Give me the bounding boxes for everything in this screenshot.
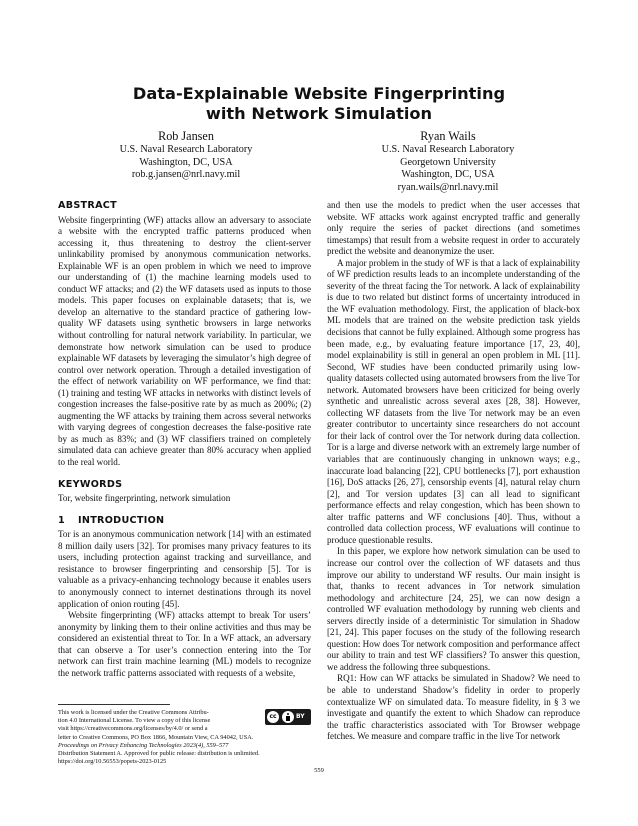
footnote-line: letter to Creative Commons, PO Box 1866, Mountain View, CA 94042, USA.	[58, 733, 254, 741]
section-number: 1	[58, 514, 65, 526]
author-affiliation: U.S. Naval Research Laboratory	[381, 144, 515, 155]
cc-icon: cc	[267, 711, 279, 723]
keywords-text: Tor, website fingerprinting, network simulation	[58, 493, 231, 504]
body-paragraph-1: and then use the models to predict when the user accesses that website. WF attacks work against encrypted traffic and generally only require the series of packet directions (and sometimes timestamps) that result from a website request in order to accurately predict the website and deanonymize the user.	[327, 200, 580, 257]
footnote-line: visit https://creativecommons.org/licenses/by/4.0/ or send a	[58, 725, 208, 733]
author-email: ryan.wails@nrl.navy.mil	[397, 181, 499, 193]
body-paragraph-4: RQ1: How can WF attacks be simulated in Shadow? We need to be able to understand Shadow’s fidelity in order to properly contextualize WF on simulated data. To measure fidelity, in § 3 we investigate and quantify the extent to which Shadow can reproduce the traffic characteristics associated with Tor Browser webpage fetches. We measure and compare traffic in the live Tor network	[327, 673, 580, 742]
author-affiliation: U.S. Naval Research Laboratory	[119, 144, 253, 155]
footnote-rule	[58, 704, 170, 705]
left-column	[58, 200, 311, 679]
distribution-statement: Distribution Statement A. Approved for public release: distribution is unlimited.	[58, 750, 260, 758]
by-label: BY	[296, 713, 305, 720]
attribution-person-icon	[282, 711, 294, 723]
title-line-2: with Network Simulation	[205, 104, 433, 123]
author-name: Rob Jansen	[158, 129, 214, 143]
author-affiliation-2: Georgetown University	[400, 156, 496, 168]
doi-link[interactable]: https://doi.org/10.56553/popets-2023-0125	[58, 758, 167, 766]
intro-paragraph-2: Website fingerprinting (WF) attacks attempt to break Tor users’ anonymity by linking them to their online activities and thus may be considered an existential threat to Tor. In a WF attack, an adversary that can observe a Tor user’s connection entering into the Tor network can first train machine learning (ML) models to recognize the network traffic patterns associated with requests of a website,	[58, 610, 311, 678]
author-email: rob.g.jansen@nrl.navy.mil	[131, 169, 241, 181]
section-title: INTRODUCTION	[78, 514, 165, 526]
cc-by-license-icon[interactable]	[265, 709, 311, 725]
proceedings-line: Proceedings on Privacy Enhancing Technologies 2023(4), 559–577	[58, 741, 229, 749]
right-column	[327, 200, 580, 743]
section-heading	[58, 515, 311, 527]
footnote-line: This work is licensed under the Creative Commons Attribu-	[58, 709, 209, 716]
author-name: Ryan Wails	[420, 129, 476, 143]
footnote-line: tion 4.0 International License. To view a copy of this license	[58, 717, 211, 725]
keywords-heading: KEYWORDS	[58, 478, 123, 490]
author-location: Washington, DC, USA	[139, 156, 233, 168]
body-paragraph-3: In this paper, we explore how network simulation can be used to increase our control over the collection of WF datasets and thus improve our ability to understand WF results. Our main insight is that, thanks to recent advances in Tor network simulation methodology and architecture [24, 25], we can now design a controlled WF evaluation methodology by running web clients and servers directly inside of a deterministic Tor simulation in Shadow [21, 24]. This paper focuses on the study of the following research question: How does Tor network composition and performance affect our ability to train and test WF classifiers? To answer this question, we address the following three subquestions.	[327, 546, 580, 672]
title-line-1: Data-Explainable Website Fingerprinting	[132, 84, 506, 103]
abstract-heading: ABSTRACT	[58, 200, 117, 211]
author-location: Washington, DC, USA	[401, 169, 495, 181]
body-paragraph-2: A major problem in the study of WF is that a lack of explainability of WF prediction results leads to an incomplete understanding of the severity of the threat facing the Tor network. A lack of explainability is due to two related but distinct forms of uncertainty introduced in the WF evaluation methodology. First, the application of black-box ML models that are trained on the website prediction task yields decisions that cannot be fully explained. Although some progress has been made, e.g., by evaluating feature importance [17, 23, 40], model explainability is still in general an open problem in ML [11]. Second, WF studies have been conducted primarily using low-quality datasets collected using automated browsers from the live Tor network. Automated browsers have been criticized for being overly synthetic and unrealistic across several axes [28, 38]. However, collecting WF datasets from the live Tor network may be an even greater contributor to uncertainty since researchers do not account for their lack of control over the Tor network during data collection. Tor is a large and diverse network with an extremely large number of variables that are continuously changing in unknown ways; e.g., inaccurate load balancing [22], CPU bottlenecks [7], port exhaustion [16], DoS attacks [26, 27], censorship events [4], natural relay churn [2], and Tor version updates [3] can all lead to significant performance effects and relay congestion, which has been shown to alter traffic patterns and WF conclusions [40]. Thus, without a controlled data collection process, WF evaluations will continue to produce questionable results.	[327, 257, 580, 545]
author-block-1	[90, 129, 282, 182]
intro-paragraph-1: Tor is an anonymous communication network [14] with an estimated 8 million daily users [32]. Tor promises many privacy features to its users, including protection against tracking and surveillance, and resistance to browser fingerprinting and censorship [5]. Tor is valuable as a privacy-enhancing technology because it enables users to anonymously connect to internet destinations through its novel application of onion routing [45].	[58, 529, 311, 609]
author-block-2	[352, 129, 544, 194]
abstract-text: Website fingerprinting (WF) attacks allow an adversary to associate a website with the encrypted traffic patterns produced when accessing it, thus threatening to destroy the client-server unlinkability promised by anonymous communication networks. Explainable WF is an open problem in which we need to improve our understanding of (1) the machine learning models used to conduct WF attacks; and (2) the WF datasets used as inputs to those models. This paper focuses on explainable datasets; that is, we develop an alternative to the standard practice of gathering low-quality WF datasets using synthetic browsers in large networks without controlling for natural network variability. In particular, we demonstrate how network simulation can be used to produce explainable WF datasets by leveraging the simulator’s high degree of control over network operation. Through a detailed investigation of the effect of network variability on WF performance, we find that: (1) training and testing WF attacks in networks with distinct levels of congestion increases the false-positive rate by as much as 200%; (2) augmenting the WF attacks by training them across several networks with varying degrees of congestion decreases the false-positive rate by as much as 83%; and (3) WF classifiers trained on completely simulated data can achieve greater than 80% accuracy when applied to the real world.	[58, 214, 311, 468]
paper-title	[0, 84, 638, 124]
page-number: 559	[314, 767, 324, 774]
